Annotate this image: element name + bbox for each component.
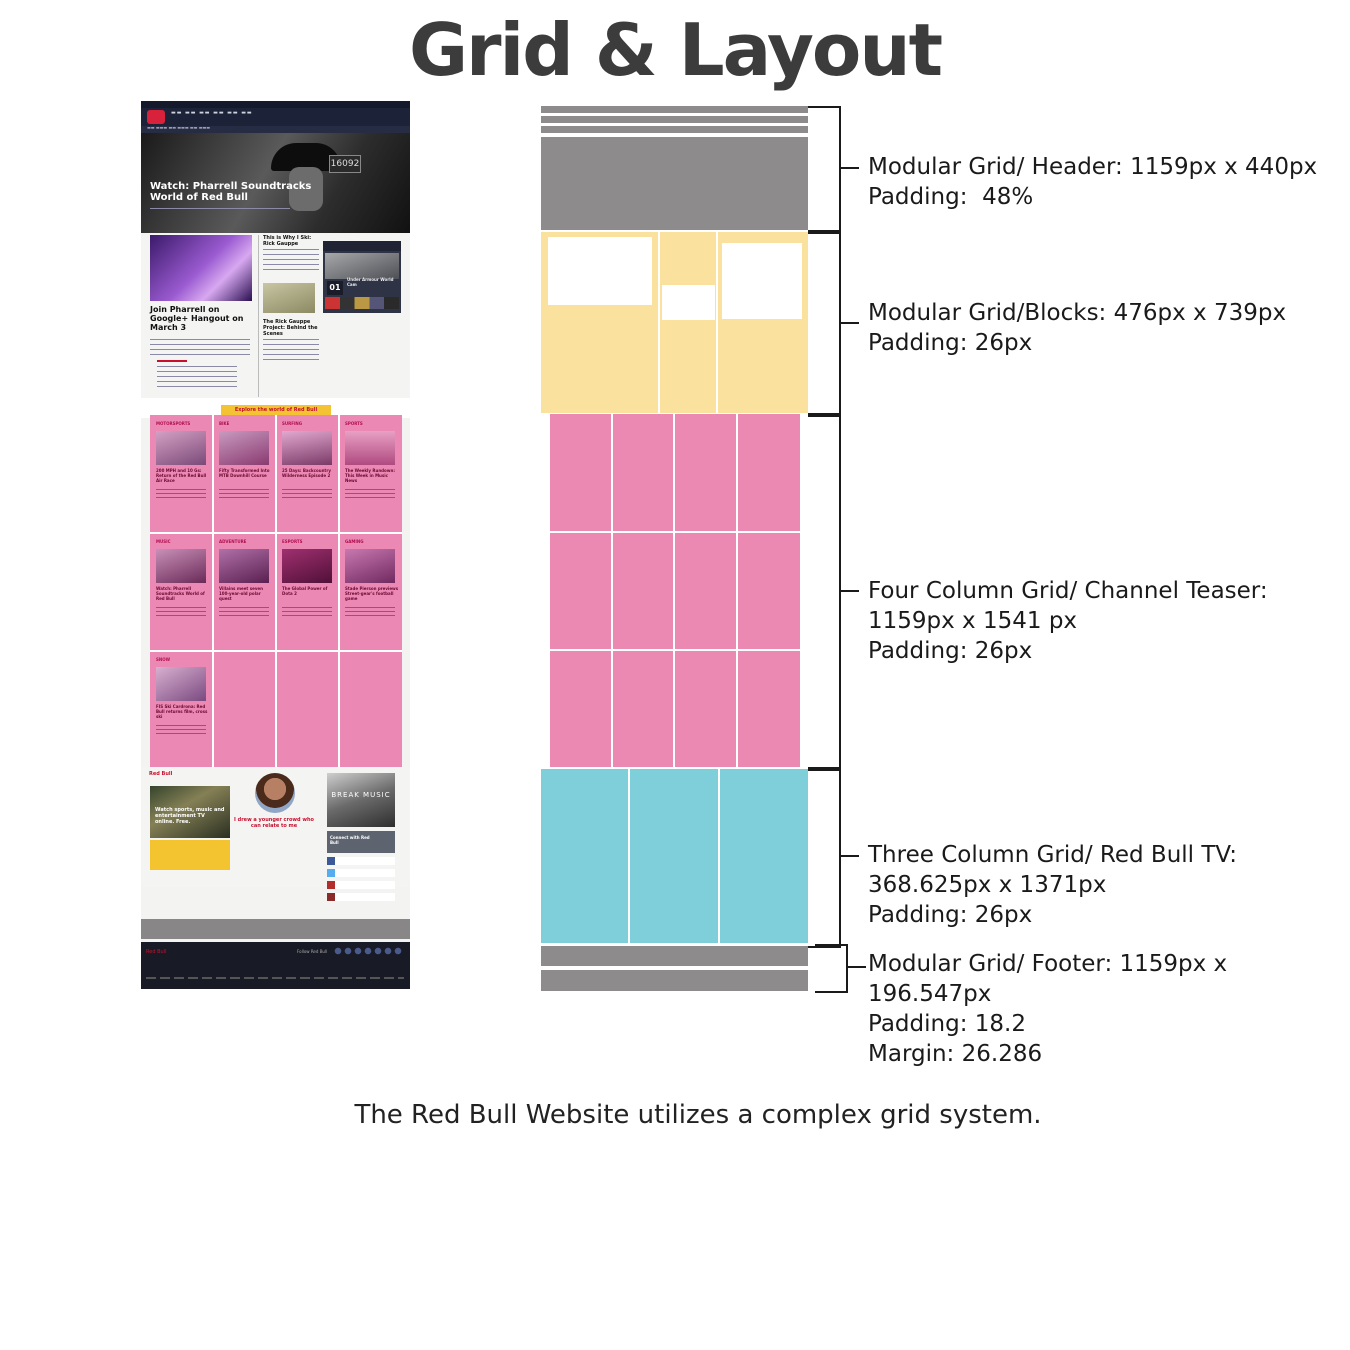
nav-links: ▬▬ ▬▬ ▬▬ ▬▬ ▬▬ ▬▬: [171, 110, 253, 116]
annotation-line: 1159px x 1541 px: [868, 608, 1078, 634]
channel-teaser-grid: [550, 414, 800, 767]
channel-category: GAMING: [345, 539, 364, 544]
column-divider: [258, 235, 259, 397]
header-bracket: [808, 106, 841, 234]
channel-gap: [338, 415, 340, 767]
footer-logo: Red Bull: [146, 949, 167, 955]
explore-banner: Explore the world of Red Bull: [221, 405, 331, 415]
block1-title: Join Pharrell on Google+ Hangout on March 3: [150, 305, 244, 332]
block1-divider: [157, 360, 187, 362]
connect-text: Connect with Red Bull: [330, 835, 370, 845]
content-block: [722, 243, 802, 319]
channel-category: SURFING: [282, 421, 303, 426]
annotation-line: Modular Grid/Blocks: 476px x 739px: [868, 300, 1287, 326]
blocks-bracket-tick: [839, 322, 859, 324]
row-gutter: [550, 531, 800, 533]
block2-title: This is Why I Ski: Rick Gauppe: [263, 235, 312, 247]
dark-widget-header: [323, 241, 401, 251]
annotation-line: Modular Grid/ Header: 1159px x 440px: [868, 154, 1318, 180]
tv-annotation: [868, 840, 1237, 930]
music-image: [327, 773, 395, 827]
annotation-line: Padding: 26px: [868, 902, 1033, 928]
channel-title: 200 MPH and 10 Gs: Return of the Red Bull Air Race: [156, 468, 207, 483]
block1-text: [150, 339, 250, 355]
footer-bracket-tick: [846, 966, 866, 968]
dark-widget-thumbnails: [325, 297, 399, 309]
channel-category: ESPORTS: [282, 539, 303, 544]
hero-subtitle: [150, 208, 290, 212]
channel-title: The Weekly Rundown: This Week in Music News: [345, 468, 395, 483]
channel-image: [282, 549, 332, 583]
channel-image: [345, 549, 395, 583]
footer-links: [146, 977, 404, 979]
column-gutter: [736, 414, 738, 767]
blocks-annotation: [868, 298, 1286, 358]
annotation-line: Padding: 48%: [868, 184, 1034, 210]
header-bar-2: [541, 116, 808, 123]
header-bracket-tick: [839, 167, 859, 169]
channel-annotation: [868, 576, 1268, 666]
header-bar-1: [541, 106, 808, 113]
channel-text: [156, 725, 206, 737]
follow-text: Follow Red Bull: [297, 949, 328, 954]
social-row: [327, 869, 395, 877]
channel-gap: [275, 415, 277, 767]
row-gutter: [550, 649, 800, 651]
annotation-line: Four Column Grid/ Channel Teaser:: [868, 578, 1268, 604]
channel-image: [219, 549, 269, 583]
block1-links: [157, 366, 237, 390]
blocks-gutter: [658, 232, 660, 413]
block2-text: [263, 249, 319, 273]
footer-annotation: [868, 949, 1227, 1069]
social-row: [327, 857, 395, 865]
column-gutter: [611, 414, 613, 767]
dark-widget-image: [325, 253, 399, 279]
tv-bracket-tick: [839, 855, 859, 857]
channel-category: MUSIC: [156, 539, 171, 544]
tv-logo: Red Bull: [149, 771, 173, 777]
channel-text: [282, 489, 332, 501]
sub-navigation: ▬▬ ▬▬▬ ▬▬ ▬▬▬ ▬▬ ▬▬▬: [141, 126, 410, 133]
tv-text: Watch sports, music and entertainment TV online. Free.: [155, 807, 225, 825]
footer-bar-2: [541, 970, 808, 991]
blocks-section: [141, 233, 410, 398]
channel-gap: [150, 650, 402, 652]
hero-image: [141, 133, 410, 233]
channel-text: [156, 489, 206, 501]
channel-category: SPORTS: [345, 421, 363, 426]
header-block: [541, 137, 808, 230]
channel-text: [219, 489, 269, 501]
channel-gap: [150, 532, 402, 534]
channel-image: [156, 667, 206, 701]
top-bar: [141, 101, 410, 108]
channel-title: Stade Pierson previews Street-gear's football game: [345, 586, 399, 601]
channel-image: [282, 431, 332, 465]
concert-image: [150, 235, 252, 301]
block3-text: [263, 339, 319, 363]
page-title: Grid & Layout: [408, 8, 942, 92]
quote-text: I drew a younger crowd who can relate to me: [234, 817, 314, 829]
blocks-gutter: [716, 232, 718, 413]
annotation-line: 368.625px x 1371px: [868, 872, 1107, 898]
channel-title: 25 Days: Backcountry Wilderness Episode 2: [282, 468, 331, 478]
channel-title: Watch: Pharrell Soundtracks World of Red Bull: [156, 586, 205, 601]
blocks-bracket: [808, 230, 841, 417]
channel-image: [156, 431, 206, 465]
website-screenshot: [141, 101, 410, 989]
annotation-line: Padding: 26px: [868, 330, 1033, 356]
header-bar-3: [541, 126, 808, 133]
channel-title: The Global Power of Dota 2: [282, 586, 328, 596]
annotation-line: Margin: 26.286: [868, 1041, 1043, 1067]
channel-text: [219, 607, 269, 619]
caption: The Red Bull Website utilizes a complex grid system.: [354, 1100, 1042, 1130]
channel-category: MOTORSPORTS: [156, 421, 191, 426]
channel-image: [156, 549, 206, 583]
content-block: [548, 237, 652, 305]
footer-bar-1: [541, 946, 808, 966]
red-bull-tv-grid: [541, 769, 808, 943]
social-row: [327, 881, 395, 889]
column-gutter: [628, 769, 630, 943]
social-row: [327, 893, 395, 901]
channel-bracket-tick: [839, 590, 859, 592]
column-gutter: [673, 414, 675, 767]
header-annotation: [868, 152, 1317, 212]
gray-bar: [141, 919, 410, 939]
annotation-line: 196.547px: [868, 981, 992, 1007]
channel-text: [345, 489, 395, 501]
channel-gap: [212, 415, 214, 767]
annotation-line: Padding: 18.2: [868, 1011, 1026, 1037]
hero-sign: 16092: [329, 155, 361, 173]
channel-text: [345, 607, 395, 619]
avatar: [255, 773, 295, 813]
annotation-line: Three Column Grid/ Red Bull TV:: [868, 842, 1238, 868]
channel-text: [282, 607, 332, 619]
channel-category: BIKE: [219, 421, 230, 426]
channel-image: [219, 431, 269, 465]
ski-image: [263, 283, 315, 313]
dark-widget-title: Under Armour World Cam: [347, 277, 394, 287]
channel-title: Fifty Transformed Into MTB Downhill Course: [219, 468, 270, 478]
annotation-line: Modular Grid/ Footer: 1159px x: [868, 951, 1228, 977]
annotation-line: Padding: 26px: [868, 638, 1033, 664]
dark-widget-number: 01: [327, 281, 343, 295]
channel-bracket: [808, 413, 841, 771]
music-text: BREAK MUSIC: [331, 791, 391, 799]
channel-image: [345, 431, 395, 465]
channel-category: SNOW: [156, 657, 171, 662]
channel-category: ADVENTURE: [219, 539, 247, 544]
channel-text: [156, 607, 206, 619]
channel-title: FIS Ski Cardrona: Red Bull returns film, cross ski: [156, 704, 208, 719]
hero-title: Watch: Pharrell Soundtracks World of Red Bull: [150, 181, 312, 203]
tv-yellow-box: [150, 840, 230, 870]
social-icons: [333, 947, 403, 955]
block3-title: The Rick Gauppe Project: Behind the Scenes: [263, 319, 318, 337]
channel-teaser-grid: [150, 415, 402, 767]
content-block: [662, 285, 715, 320]
column-gutter: [718, 769, 720, 943]
tv-bracket: [808, 767, 841, 948]
channel-title: Villains meet seven 100-year-old polar quest: [219, 586, 263, 601]
red-bull-logo: [147, 110, 165, 124]
footer-bracket: [815, 944, 848, 993]
